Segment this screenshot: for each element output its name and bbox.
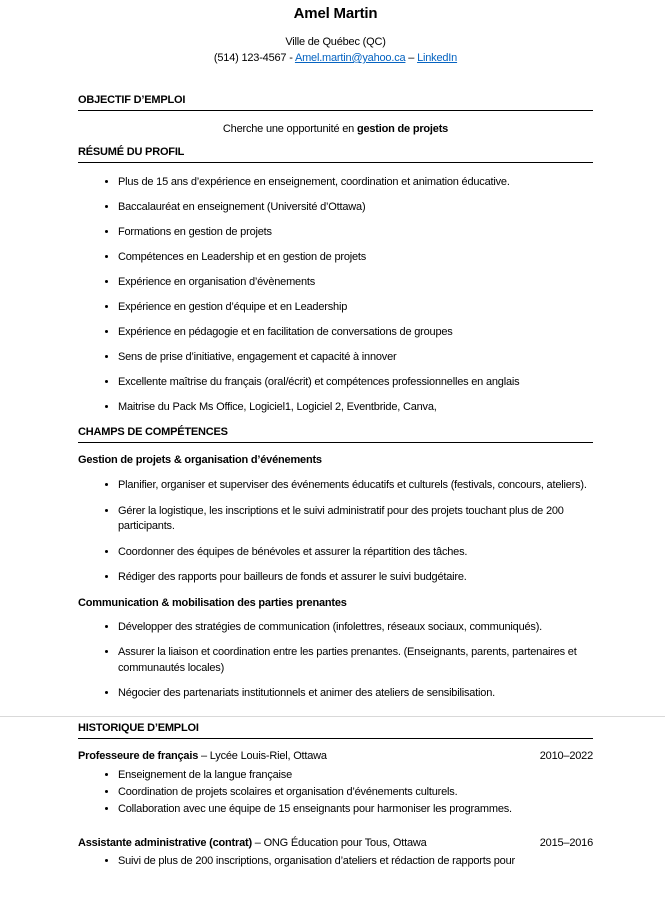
objective-statement [78,122,593,136]
contact-separator-2: – [405,52,418,64]
objective-keyword: gestion de projets [356,123,449,135]
list-item: • Collaboration avec une équipe de 15 enseignants pour harmoniser les programmes. [118,801,593,818]
job-entry-header [78,749,593,764]
list-item: • Maitrise du Pack Ms Office, Logiciel1, Logiciel 2, Eventbride, Canva, [118,400,593,415]
list-item: • Développer des stratégies de communication (infolettres, réseaux sociaux, communiqués). [118,620,593,636]
list-item: • Formations en gestion de projets [118,225,593,240]
job-title-line [78,749,327,764]
job-bullet-list [78,853,593,870]
job-bullet-list [78,767,593,818]
job-organization: – Lycée Louis-Riel, Ottawa [198,749,327,762]
job-organization: – ONG Éducation pour Tous, Ottawa [251,836,427,849]
objective-prefix: Cherche une opportunité en [222,123,357,135]
resume-document [0,4,665,870]
list-item: • Enseignement de la langue française [118,767,593,784]
job-dates: 2015–2016 [539,836,593,849]
list-item: • Excellente maîtrise du français (oral/écrit) et compétences professionnelles en anglais [118,375,593,390]
list-item: • Sens de prise d’initiative, engagement et capacité à innover [118,350,593,365]
candidate-name: Amel Martin [293,5,378,22]
linkedin-link[interactable]: LinkedIn [417,52,458,64]
job-title: Professeure de français [78,749,199,762]
location-line: Ville de Québec (QC) [285,36,386,48]
list-item: • Rédiger des rapports pour bailleurs de fonds et assurer le suivi budgétaire. [118,570,593,586]
job-entry-header [78,836,593,851]
page-break-divider [0,716,665,717]
email-link[interactable]: Amel.martin@yahoo.ca [294,52,406,64]
job-dates: 2010–2022 [539,749,593,762]
list-item: • Suivi de plus de 200 inscriptions, organisation d’ateliers et rédaction de rapports pour [118,853,593,870]
contact-separator-1: - [286,52,295,64]
list-item: • Baccalauréat en enseignement (Université d’Ottawa) [118,200,593,215]
job-title-line [78,836,427,851]
competence-group-title-gestion: Gestion de projets & organisation d’événements [78,454,322,466]
list-item: • Coordonner des équipes de bénévoles et assurer la répartition des tâches. [118,545,593,561]
phone-text: (514) 123-4567 [213,52,287,64]
list-item: • Négocier des partenariats institutionnels et animer des ateliers de sensibilisation. [118,686,593,702]
list-item: • Planifier, organiser et superviser des événements éducatifs et culturels (festivals, concours, ateliers). [118,478,593,494]
communication-bullet-list [78,620,593,702]
list-item: • Plus de 15 ans d’expérience en enseignement, coordination et animation éducative. [118,175,593,190]
list-item: • Compétences en Leadership et en gestion de projets [118,250,593,265]
list-item: • Expérience en organisation d’évènements [118,275,593,290]
list-item: • Expérience en gestion d’équipe et en Leadership [118,300,593,315]
list-item: • Expérience en pédagogie et en facilitation de conversations de groupes [118,325,593,340]
list-item: • Gérer la logistique, les inscriptions et le suivi administratif pour des projets touchant plus de 200 participants. [118,504,593,535]
section-heading-historique: HISTORIQUE D’EMPLOI [78,721,593,739]
job-title: Assistante administrative (contrat) [78,836,252,849]
gestion-bullet-list [78,478,593,586]
list-item: • Assurer la liaison et coordination entre les parties prenantes. (Enseignants, parents, partenaires et communautés locales) [118,645,593,676]
section-heading-profil: RÉSUMÉ DU PROFIL [78,145,593,163]
section-heading-objectif: OBJECTIF D’EMPLOI [78,93,593,111]
list-item: • Coordination de projets scolaires et organisation d’événements culturels. [118,784,593,801]
contact-line [78,50,593,66]
profil-bullet-list [78,175,593,415]
section-heading-competences: CHAMPS DE COMPÉTENCES [78,425,593,443]
competence-group-title-communication: Communication & mobilisation des parties prenantes [78,596,347,609]
